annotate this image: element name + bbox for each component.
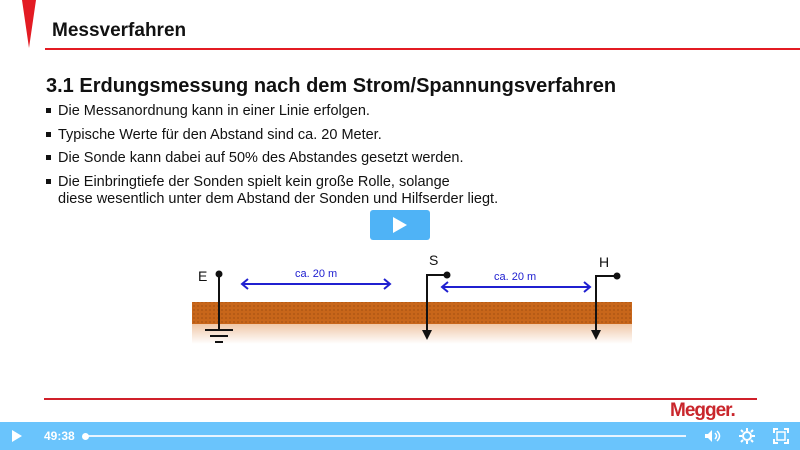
title-divider: [45, 48, 800, 50]
soil-layer: [192, 302, 632, 324]
subsoil-fade: [192, 324, 632, 344]
big-play-button[interactable]: [370, 210, 430, 240]
play-icon: [11, 429, 23, 443]
distance-label-2: ca. 20 m: [494, 271, 537, 283]
fullscreen-icon: [773, 428, 789, 444]
volume-icon: [704, 429, 722, 443]
bullet-item: Die Messanordnung kann in einer Linie erfolgen.: [46, 103, 370, 119]
label-h: H: [599, 254, 610, 270]
gear-icon: [739, 428, 755, 444]
progress-handle[interactable]: [82, 433, 89, 440]
settings-button[interactable]: [734, 423, 760, 449]
label-s: S: [429, 252, 439, 268]
slide-heading: 3.1 Erdungsmessung nach dem Strom/Spannungsverfahren: [46, 75, 617, 97]
label-e: E: [198, 268, 208, 284]
play-button[interactable]: [4, 423, 30, 449]
bullet-item-continuation: diese wesentlich unter dem Abstand der Sonden und Hilfserder liegt.: [58, 191, 499, 207]
red-triangle-decoration: [22, 0, 36, 48]
fullscreen-button[interactable]: [768, 423, 794, 449]
bullet-item: Typische Werte für den Abstand sind ca. 20 Meter.: [46, 127, 382, 143]
megger-logo: Megger.: [670, 400, 735, 421]
footer-divider: [44, 398, 757, 400]
earth-measurement-diagram: [180, 240, 640, 350]
progress-bar[interactable]: [85, 435, 686, 437]
bullet-item: Die Sonde kann dabei auf 50% des Abstandes gesetzt werden.: [46, 150, 463, 166]
volume-button[interactable]: [700, 423, 726, 449]
current-time: 49:38: [44, 429, 75, 443]
bullet-item: Die Einbringtiefe der Sonden spielt kein große Rolle, solange: [46, 174, 450, 190]
distance-label-1: ca. 20 m: [295, 268, 338, 280]
play-icon: [392, 216, 408, 234]
slide-title: Messverfahren: [52, 20, 187, 41]
video-control-bar: [0, 422, 800, 450]
